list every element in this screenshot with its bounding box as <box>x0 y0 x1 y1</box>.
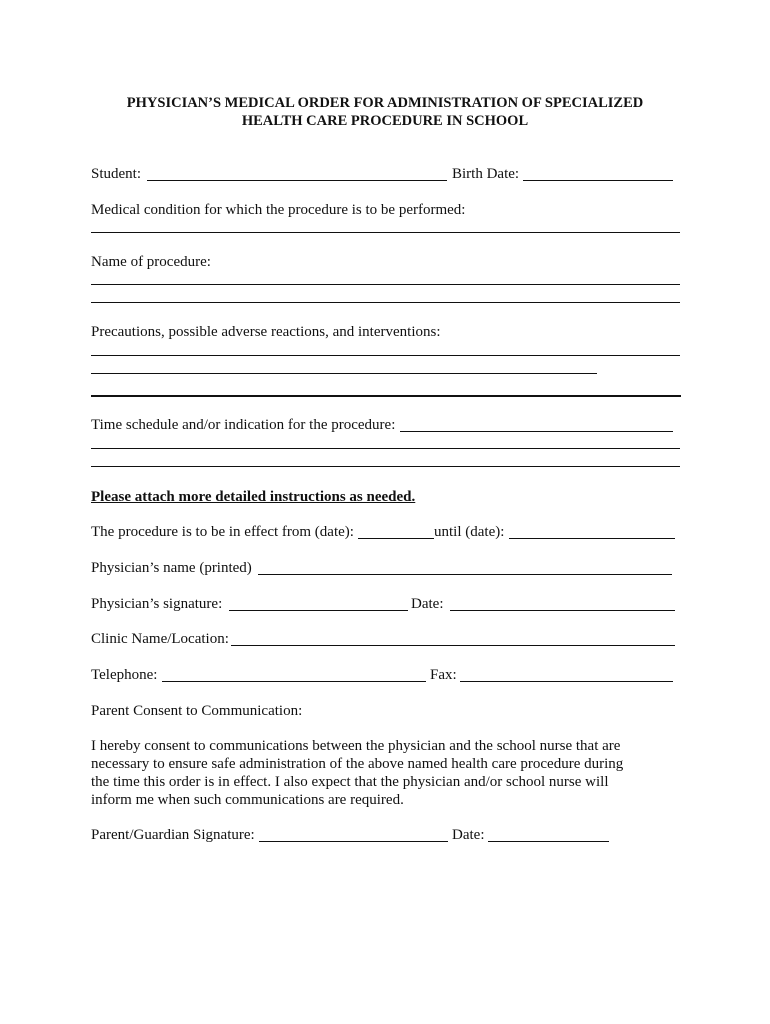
physician-name-label: Physician’s name (printed) <box>91 560 252 576</box>
time-schedule-field-2[interactable] <box>91 448 680 449</box>
parent-signature-field[interactable] <box>259 841 448 842</box>
physician-date-label: Date: <box>411 596 444 612</box>
consent-line: necessary to ensure safe administration of the above named health care procedure during <box>91 756 624 772</box>
until-date-field[interactable] <box>509 538 675 539</box>
attach-instructions-note: Please attach more detailed instructions as needed. <box>91 489 416 505</box>
consent-line: I hereby consent to communications between the physician and the school nurse that are <box>91 738 621 754</box>
physician-date-field[interactable] <box>450 610 675 611</box>
consent-line: the time this order is in effect. I also expect that the physician and/or school nurse will <box>91 774 609 790</box>
procedure-name-label: Name of procedure: <box>91 254 211 270</box>
effect-from-label: The procedure is to be in effect from (date): <box>91 524 354 540</box>
consent-heading: Parent Consent to Communication: <box>91 703 303 719</box>
physician-signature-label: Physician’s signature: <box>91 596 223 612</box>
precautions-label: Precautions, possible adverse reactions, and interventions: <box>91 324 441 340</box>
student-field[interactable] <box>147 180 447 181</box>
parent-signature-label: Parent/Guardian Signature: <box>91 827 255 843</box>
consent-line: inform me when such communications are required. <box>91 792 404 808</box>
telephone-label: Telephone: <box>91 667 158 683</box>
procedure-name-field-2[interactable] <box>91 302 680 303</box>
form-title-line-2: HEALTH CARE PROCEDURE IN SCHOOL <box>241 113 529 129</box>
procedure-name-field-1[interactable] <box>91 284 680 285</box>
fax-label: Fax: <box>430 667 457 683</box>
physician-signature-field[interactable] <box>229 610 408 611</box>
consent-paragraph <box>91 737 623 809</box>
birth-date-label: Birth Date: <box>452 166 520 182</box>
time-schedule-field-3[interactable] <box>91 466 680 467</box>
medical-condition-field[interactable] <box>91 232 680 233</box>
until-label: until (date): <box>434 524 505 540</box>
effect-from-date-field[interactable] <box>358 538 434 539</box>
telephone-field[interactable] <box>162 681 426 682</box>
form-title-line-1: PHYSICIAN’S MEDICAL ORDER FOR ADMINISTRATION OF SPECIALIZED <box>126 95 644 111</box>
time-schedule-label: Time schedule and/or indication for the procedure: <box>91 417 396 433</box>
time-schedule-field-1[interactable] <box>400 431 673 432</box>
section-divider <box>91 395 681 397</box>
student-label: Student: <box>91 166 142 182</box>
birth-date-field[interactable] <box>523 180 673 181</box>
physician-name-field[interactable] <box>258 574 672 575</box>
fax-field[interactable] <box>460 681 673 682</box>
precautions-field-1[interactable] <box>91 355 680 356</box>
parent-date-field[interactable] <box>488 841 609 842</box>
medical-condition-label: Medical condition for which the procedure is to be performed: <box>91 202 466 218</box>
clinic-label: Clinic Name/Location: <box>91 631 229 647</box>
clinic-field[interactable] <box>231 645 675 646</box>
precautions-field-2[interactable] <box>91 373 597 374</box>
parent-date-label: Date: <box>452 827 485 843</box>
